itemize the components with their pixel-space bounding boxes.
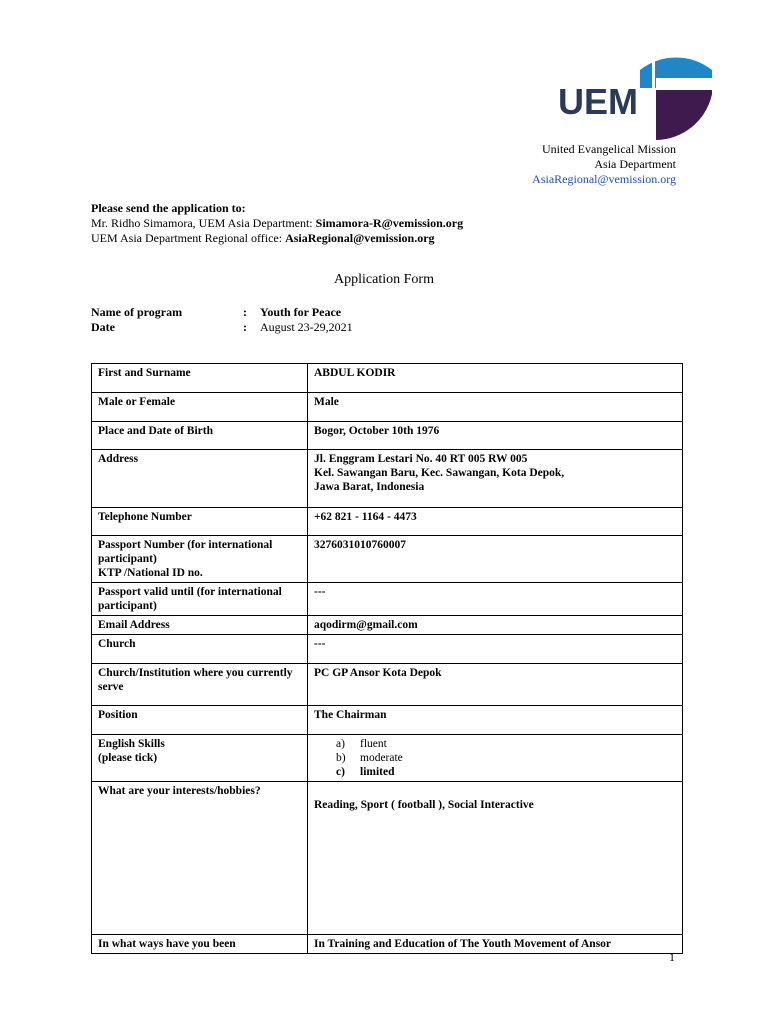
org-email-link[interactable]: AsiaRegional@vemission.org [532, 172, 676, 186]
program-row [91, 305, 353, 320]
english-label [92, 735, 308, 782]
english-option-moderate[interactable] [314, 751, 676, 765]
phone-label: Telephone Number [92, 508, 308, 536]
email-label: Email Address [92, 616, 308, 635]
send-to-email-2[interactable]: AsiaRegional@vemission.org [285, 231, 435, 245]
address-line-3: Jawa Barat, Indonesia [314, 481, 425, 493]
send-to-email-1[interactable]: Simamora-R@vemission.org [315, 216, 464, 230]
institution-label: Church/Institution where you currently serve [92, 664, 308, 706]
option-text: moderate [360, 752, 403, 764]
table-row-birth [92, 422, 683, 450]
organization-block [532, 142, 676, 187]
table-row-english [92, 735, 683, 782]
send-to-heading: Please send the application to: [91, 201, 246, 215]
name-field[interactable]: ABDUL KODIR [308, 364, 683, 393]
passport-valid-label: Passport valid until (for international participant) [92, 583, 308, 616]
gender-label: Male or Female [92, 393, 308, 422]
email-field[interactable]: aqodirm@gmail.com [308, 616, 683, 635]
application-table [91, 363, 683, 954]
involved-field[interactable]: In Training and Education of The Youth Movement of Ansor [308, 935, 683, 954]
address-field[interactable] [308, 450, 683, 508]
logo-text: UEM [558, 81, 638, 122]
uem-logo-icon [556, 36, 716, 140]
option-letter: a) [336, 738, 345, 750]
english-options [308, 735, 683, 782]
option-letter: c) [336, 766, 345, 778]
uem-logo [556, 36, 716, 140]
involved-label: In what ways have you been [92, 935, 308, 954]
page-number: 1 [669, 950, 675, 964]
table-row-institution [92, 664, 683, 706]
passport-valid-field[interactable]: --- [308, 583, 683, 616]
phone-field[interactable]: +62 821 - 1164 - 4473 [308, 508, 683, 536]
english-option-fluent[interactable] [314, 737, 676, 751]
option-text: limited [360, 766, 395, 778]
date-row [91, 320, 353, 335]
org-department: Asia Department [594, 157, 676, 171]
form-title: Application Form [334, 272, 434, 287]
table-row-phone [92, 508, 683, 536]
table-row-gender [92, 393, 683, 422]
hobbies-label: What are your interests/hobbies? [92, 782, 308, 935]
address-label: Address [92, 450, 308, 508]
address-line-1: Jl. Enggram Lestari No. 40 RT 005 RW 005 [314, 453, 528, 465]
birth-field[interactable]: Bogor, October 10th 1976 [308, 422, 683, 450]
program-label: Name of program [91, 305, 183, 319]
english-option-limited[interactable] [314, 765, 676, 779]
table-row-hobbies [92, 782, 683, 935]
passport-label-line-1: Passport Number (for international participant) [98, 539, 273, 565]
table-row-passport-valid [92, 583, 683, 616]
date-colon: : [243, 320, 247, 334]
option-letter: b) [336, 752, 346, 764]
table-row-passport [92, 536, 683, 583]
send-to-line-1-prefix: Mr. Ridho Simamora, UEM Asia Department: [91, 216, 316, 230]
hobbies-field[interactable] [308, 782, 683, 935]
passport-label [92, 536, 308, 583]
position-field[interactable]: The Chairman [308, 706, 683, 735]
hobbies-value: Reading, Sport ( football ), Social Interactive [314, 799, 534, 811]
passport-field[interactable]: 3276031010760007 [308, 536, 683, 583]
send-to-line-2-prefix: UEM Asia Department Regional office: [91, 231, 286, 245]
table-row-name [92, 364, 683, 393]
send-to-block [91, 201, 463, 246]
option-text: fluent [360, 738, 387, 750]
english-label-line-1: English Skills [98, 738, 165, 750]
church-label: Church [92, 635, 308, 664]
date-label: Date [91, 320, 115, 334]
position-label: Position [92, 706, 308, 735]
date-value: August 23-29,2021 [260, 320, 353, 334]
table-row-position [92, 706, 683, 735]
address-line-2: Kel. Sawangan Baru, Kec. Sawangan, Kota Depok, [314, 467, 565, 479]
send-to-line-1 [91, 216, 463, 231]
gender-field[interactable]: Male [308, 393, 683, 422]
passport-label-line-2: KTP /National ID no. [98, 567, 203, 579]
name-label: First and Surname [92, 364, 308, 393]
program-meta [91, 305, 353, 335]
institution-field[interactable]: PC GP Ansor Kota Depok [308, 664, 683, 706]
program-colon: : [243, 305, 247, 319]
program-value: Youth for Peace [260, 305, 342, 319]
church-field[interactable]: --- [308, 635, 683, 664]
english-label-line-2: (please tick) [98, 752, 158, 764]
birth-label: Place and Date of Birth [92, 422, 308, 450]
table-row-church [92, 635, 683, 664]
send-to-line-2 [91, 231, 463, 246]
table-row-address [92, 450, 683, 508]
table-row-email [92, 616, 683, 635]
table-row-involved [92, 935, 683, 954]
org-name: United Evangelical Mission [542, 142, 676, 156]
